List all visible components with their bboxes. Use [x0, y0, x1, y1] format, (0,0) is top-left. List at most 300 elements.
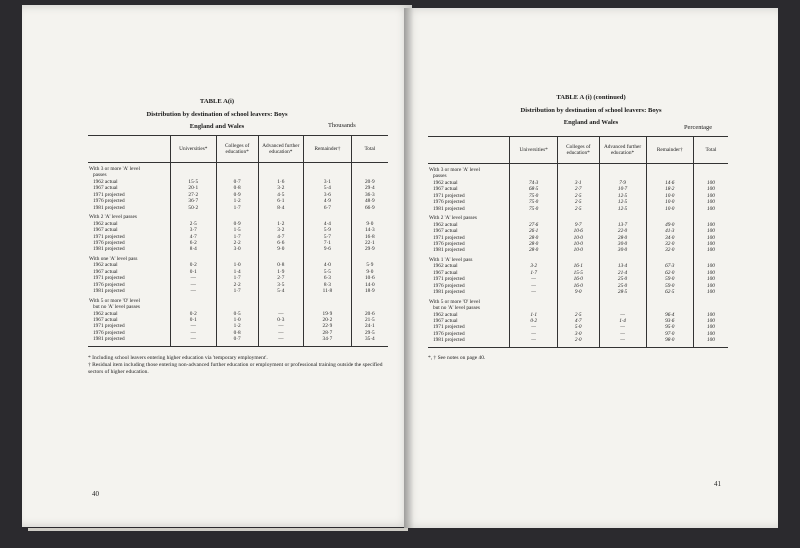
column-header: Advanced further education* — [599, 137, 646, 164]
table-cell-value: 10·6 — [573, 228, 583, 235]
table-cell-value: 3·5 — [277, 281, 285, 288]
value-cell — [599, 296, 646, 348]
table-cell-value: 21·5 — [364, 316, 375, 323]
table-cell-value: 75·0 — [529, 192, 539, 199]
table-cell-value: 6·2 — [189, 239, 197, 246]
group-label-cell — [428, 254, 510, 296]
table-cell-value: 0·3 — [277, 316, 285, 323]
right-table-units: Percentage — [684, 124, 713, 131]
footnote: *, † See notes on page 40. — [428, 355, 486, 361]
row-label: 1967 actual — [433, 186, 458, 193]
table-cell-value: 0·7 — [233, 178, 241, 185]
table-cell-value: 28·0 — [529, 247, 539, 254]
table-cell-value: 9·6 — [323, 246, 331, 253]
table-cell-value: 95·0 — [665, 324, 675, 331]
right-page — [404, 8, 778, 528]
table-cell-value: 2·5 — [574, 199, 582, 206]
table-cell-value: — — [531, 282, 537, 289]
table-row-group — [88, 211, 388, 253]
table-cell-value: 8·3 — [323, 281, 331, 288]
row-label: 1981 projected — [433, 205, 465, 212]
group-label-cell — [88, 163, 170, 212]
row-label: 1967 actual — [433, 228, 458, 235]
table-cell-value: 20·6 — [364, 310, 375, 317]
table-cell-value: 25·0 — [617, 276, 628, 283]
page-stack-edge — [28, 528, 408, 531]
column-header: Remainder† — [304, 136, 352, 163]
table-cell-value: 48·9 — [364, 198, 375, 205]
right-table-title-block — [404, 94, 778, 128]
table-cell-value: 0·2 — [530, 317, 537, 324]
row-label: 1981 projected — [93, 288, 125, 295]
left-page-number: 40 — [92, 490, 99, 498]
value-cell — [304, 295, 352, 347]
table-cell-value: 7·9 — [619, 179, 626, 186]
table-cell-value: 93·6 — [665, 317, 675, 324]
table-cell-value: 0·2 — [189, 262, 197, 269]
table-cell-value: — — [190, 336, 196, 343]
row-label: 1981 projected — [433, 289, 465, 296]
table-row-group — [428, 212, 728, 254]
table-cell-value: 1·0 — [233, 262, 241, 269]
value-cell — [510, 164, 558, 213]
row-label: 1967 actual — [93, 316, 118, 323]
value-cell — [351, 211, 388, 253]
table-cell-value: 5·0 — [574, 324, 582, 331]
table-cell-value: 2·7 — [277, 275, 285, 282]
table-cell-value: 16·8 — [364, 233, 375, 240]
table-cell-value: — — [620, 324, 625, 331]
left-footnotes — [88, 355, 394, 376]
table-cell-value: 28·0 — [617, 234, 628, 241]
table-cell-value: 1·7 — [233, 275, 241, 282]
row-label: 1976 projected — [93, 281, 125, 288]
column-header: Universities* — [510, 137, 558, 164]
table-cell-value: 10·0 — [665, 199, 675, 206]
value-cell — [351, 163, 388, 212]
table-cell-value: 59·0 — [665, 276, 675, 283]
table-cell-value: 9·0 — [574, 289, 582, 296]
table-cell-value: 27·6 — [529, 221, 539, 228]
table-cell-value: 2·5 — [574, 311, 582, 318]
table-cell-value: 0·8 — [233, 185, 241, 192]
table-cell-value: 10·6 — [364, 275, 375, 282]
table-cell-value: 16·0 — [573, 282, 583, 289]
value-cell — [216, 211, 258, 253]
table-cell-value: — — [190, 329, 196, 336]
table-cell-value: 32·0 — [665, 240, 675, 247]
table-cell-value: 1·7 — [233, 288, 241, 295]
value-cell — [510, 296, 558, 348]
table-cell-value: 49·0 — [665, 221, 675, 228]
table-cell-value: 62·5 — [665, 289, 675, 296]
table-cell-value: 5·9 — [366, 262, 374, 269]
table-cell-value: 26·1 — [529, 228, 539, 235]
table-cell-value: 12·5 — [617, 192, 628, 199]
row-label: 1962 actual — [433, 311, 458, 318]
left-data-table — [88, 135, 388, 347]
value-cell — [557, 296, 599, 348]
table-cell-value: 67·3 — [665, 263, 675, 270]
table-cell-value: 2·2 — [233, 281, 241, 288]
row-label: 1976 projected — [433, 330, 465, 337]
value-cell — [557, 164, 599, 213]
group-heading: With 2 'A' level passes — [89, 214, 137, 221]
row-label: 1971 projected — [93, 191, 125, 198]
value-cell — [258, 211, 304, 253]
footnote: † Residual item including those entering non-advanced further education or employment or professional training outside the specified sectors of higher education. — [88, 362, 383, 376]
table-cell-value: 8·4 — [189, 246, 197, 253]
table-cell-value: 5·5 — [323, 268, 331, 275]
row-label: 1967 actual — [93, 227, 118, 234]
table-cell-value: 0·1 — [189, 268, 197, 275]
value-cell — [646, 296, 693, 348]
table-cell-value: 9·0 — [366, 220, 374, 227]
table-cell-value: 5·4 — [323, 185, 331, 192]
table-cell-value: 3·6 — [323, 191, 331, 198]
table-cell-value: 4·5 — [277, 191, 285, 198]
group-heading: With 1 'A' level pass — [429, 256, 473, 263]
table-cell-value: 4·7 — [189, 233, 197, 240]
left-table-region: England and Wales — [189, 122, 245, 130]
table-cell-value: 29·5 — [364, 329, 375, 336]
group-label-cell — [88, 295, 170, 347]
table-cell-value: — — [620, 337, 625, 344]
column-header: Total — [693, 137, 728, 164]
value-cell — [304, 253, 352, 295]
table-cell-value: 4·9 — [323, 198, 331, 205]
table-cell-value: 1·4 — [233, 268, 241, 275]
value-cell — [170, 163, 216, 212]
table-cell-value: — — [531, 324, 537, 331]
table-cell-value: 68·5 — [529, 186, 539, 193]
value-cell — [646, 254, 693, 296]
table-cell-value: 1·7 — [530, 269, 537, 276]
column-header: Advanced further education* — [258, 136, 304, 163]
row-label: 1962 actual — [93, 178, 118, 185]
table-cell-value: 3·2 — [277, 185, 285, 192]
value-cell — [351, 295, 388, 347]
column-header: Colleges of education* — [557, 137, 599, 164]
table-cell-value: 6·3 — [323, 275, 331, 282]
table-cell-value: 0·1 — [189, 316, 197, 323]
table-cell-value: 0·5 — [233, 310, 241, 317]
table-cell-value: 9·7 — [574, 221, 582, 228]
table-cell-value: 1·7 — [233, 204, 241, 211]
table-cell-value: 100 — [706, 192, 715, 199]
table-cell-value: 25·0 — [617, 282, 628, 289]
table-cell-value: 100 — [706, 221, 715, 228]
table-cell-value: 20·2 — [322, 316, 333, 323]
right-table-subtitle: Distribution by destination of school leavers: Boys — [520, 106, 662, 114]
right-data-table — [428, 136, 728, 348]
value-cell — [304, 211, 352, 253]
table-cell-value: 41·3 — [665, 228, 675, 235]
table-cell-value: — — [620, 330, 625, 337]
table-cell-value: 16·1 — [573, 263, 583, 270]
table-cell-value: 98·0 — [665, 337, 675, 344]
value-cell — [693, 212, 728, 254]
table-cell-value: — — [278, 323, 284, 330]
value-cell — [510, 254, 558, 296]
row-label: 1976 projected — [93, 239, 125, 246]
table-cell-value: 28·5 — [617, 289, 628, 296]
table-cell-value: 12·5 — [617, 199, 628, 206]
table-cell-value: 18·9 — [364, 288, 375, 295]
table-cell-value: 2·2 — [233, 239, 241, 246]
group-label-cell — [88, 211, 170, 253]
table-cell-value: 24·1 — [364, 323, 375, 330]
right-table-region: England and Wales — [563, 118, 619, 126]
row-label: 1981 projected — [93, 204, 125, 211]
value-cell — [557, 254, 599, 296]
table-cell-value: 30·0 — [617, 240, 628, 247]
table-cell-value: 74·3 — [529, 179, 539, 186]
table-cell-value: 2·5 — [574, 205, 582, 212]
table-cell-value: 100 — [706, 205, 715, 212]
value-cell — [170, 295, 216, 347]
value-cell — [510, 212, 558, 254]
group-heading: With one 'A' level pass — [89, 255, 138, 262]
table-cell-value: — — [531, 289, 537, 296]
table-cell-value: 9·0 — [277, 246, 285, 253]
table-cell-value: 3·2 — [530, 263, 537, 270]
table-cell-value: 66·9 — [364, 204, 375, 211]
row-label: 1962 actual — [93, 262, 118, 269]
column-header: Colleges of education* — [216, 136, 258, 163]
row-label: 1962 actual — [433, 221, 458, 228]
table-cell-value: 2·7 — [574, 186, 582, 193]
row-label: 1967 actual — [433, 317, 458, 324]
value-cell — [216, 163, 258, 212]
table-cell-value: 10·0 — [573, 240, 583, 247]
table-cell-value: 100 — [706, 234, 715, 241]
column-header: Total — [351, 136, 388, 163]
table-cell-value: 8·4 — [277, 204, 285, 211]
table-cell-value: 16·0 — [573, 276, 583, 283]
table-cell-value: 100 — [706, 240, 715, 247]
book-gutter — [404, 8, 414, 528]
value-cell — [693, 254, 728, 296]
table-cell-value: 34·0 — [665, 234, 675, 241]
value-cell — [170, 253, 216, 295]
table-cell-value: 1·9 — [277, 268, 285, 275]
table-cell-value: 28·0 — [529, 240, 539, 247]
table-cell-value: 30·0 — [617, 247, 628, 254]
table-cell-value: 12·5 — [617, 205, 628, 212]
row-label: 1976 projected — [93, 329, 125, 336]
table-cell-value: 5·7 — [323, 233, 331, 240]
table-cell-value: 0·2 — [189, 310, 197, 317]
table-cell-value: 28·7 — [322, 329, 333, 336]
table-cell-value: 6·7 — [323, 204, 331, 211]
table-cell-value: 15·5 — [573, 269, 583, 276]
row-label: 1962 actual — [433, 179, 458, 186]
group-label-cell — [428, 296, 510, 348]
row-label: 1967 actual — [93, 268, 118, 275]
table-cell-value: — — [190, 288, 196, 295]
table-cell-value: 100 — [706, 276, 715, 283]
group-heading: passes — [433, 173, 447, 180]
table-cell-value: 100 — [706, 311, 715, 318]
table-cell-value: 100 — [706, 199, 715, 206]
table-cell-value: — — [531, 337, 537, 344]
group-label-cell — [428, 212, 510, 254]
table-cell-value: 0·8 — [233, 329, 241, 336]
table-cell-value: 1·7 — [233, 233, 241, 240]
row-label: 1962 actual — [93, 310, 118, 317]
table-cell-value: 14·0 — [364, 281, 375, 288]
group-heading: but no 'A' level passes — [433, 305, 480, 312]
table-cell-value: 13·7 — [617, 221, 628, 228]
row-label: 1971 projected — [433, 234, 465, 241]
table-cell-value: 4·4 — [323, 220, 331, 227]
row-label: 1971 projected — [433, 324, 465, 331]
column-header: Universities* — [170, 136, 216, 163]
table-cell-value: 50·2 — [188, 204, 199, 211]
table-cell-value: 20·9 — [364, 178, 375, 185]
value-cell — [351, 253, 388, 295]
right-footnotes — [428, 355, 728, 362]
value-cell — [304, 163, 352, 212]
table-cell-value: 100 — [706, 179, 715, 186]
table-cell-value: 10·0 — [665, 205, 675, 212]
table-cell-value: 13·4 — [617, 263, 628, 270]
table-cell-value: 0·9 — [233, 191, 241, 198]
row-label: 1971 projected — [433, 192, 465, 199]
table-cell-value: 22·9 — [322, 323, 333, 330]
row-header-corner — [88, 136, 170, 163]
row-label: 1976 projected — [433, 199, 465, 206]
table-cell-value: 21·4 — [617, 269, 628, 276]
table-row-group — [88, 295, 388, 347]
table-cell-value: 75·0 — [529, 199, 539, 206]
row-label: 1971 projected — [93, 323, 125, 330]
value-cell — [258, 295, 304, 347]
value-cell — [216, 295, 258, 347]
table-cell-value: 10·0 — [573, 247, 583, 254]
value-cell — [557, 212, 599, 254]
table-cell-value: — — [278, 329, 284, 336]
table-cell-value: 28·0 — [529, 234, 539, 241]
table-cell-value: 100 — [706, 317, 715, 324]
right-page-number: 41 — [714, 480, 721, 488]
row-label: 1962 actual — [433, 263, 458, 270]
row-label: 1962 actual — [93, 220, 118, 227]
table-cell-value: 75·0 — [529, 205, 539, 212]
table-cell-value: 100 — [706, 330, 715, 337]
group-heading: but no 'A' level passes — [93, 304, 140, 311]
table-row-group — [88, 163, 388, 212]
table-cell-value: — — [190, 275, 196, 282]
table-cell-value: 100 — [706, 337, 715, 344]
value-cell — [646, 212, 693, 254]
table-cell-value: 100 — [706, 228, 715, 235]
value-cell — [693, 296, 728, 348]
group-heading: With 5 or more 'O' level — [89, 297, 140, 304]
value-cell — [693, 164, 728, 213]
table-cell-value: 18·2 — [665, 186, 675, 193]
right-table-title: TABLE A (i) (continued) — [556, 94, 626, 101]
table-cell-value: 29·4 — [364, 185, 375, 192]
value-cell — [170, 211, 216, 253]
table-cell-value: 3·1 — [323, 178, 331, 185]
left-table-subtitle: Distribution by destination of school leavers: Boys — [146, 110, 288, 118]
table-cell-value: 3·0 — [233, 246, 241, 253]
table-cell-value: 1·1 — [530, 311, 537, 318]
value-cell — [599, 212, 646, 254]
row-label: 1981 projected — [433, 247, 465, 254]
table-row-group — [428, 164, 728, 213]
table-row-group — [88, 253, 388, 295]
table-cell-value: 1·2 — [277, 220, 285, 227]
table-cell-value: 14·6 — [665, 179, 675, 186]
group-label-cell — [428, 164, 510, 213]
table-cell-value: 27·2 — [188, 191, 199, 198]
table-cell-value: 1·0 — [233, 316, 241, 323]
table-cell-value: 4·0 — [323, 262, 331, 269]
table-cell-value: 100 — [706, 269, 715, 276]
row-label: 1976 projected — [93, 198, 125, 205]
table-cell-value: — — [620, 311, 625, 318]
group-heading: With 5 or more 'O' level — [429, 298, 480, 305]
left-page — [22, 5, 412, 527]
row-label: 1981 projected — [93, 336, 125, 343]
table-cell-value: 3·0 — [574, 330, 582, 337]
table-cell-value: 2·0 — [574, 337, 582, 344]
row-label: 1967 actual — [93, 185, 118, 192]
table-cell-value: 36·7 — [188, 198, 199, 205]
row-label: 1971 projected — [93, 275, 125, 282]
column-header: Remainder† — [646, 137, 693, 164]
table-cell-value: 6·1 — [277, 198, 285, 205]
table-cell-value: 22·1 — [364, 239, 375, 246]
table-cell-value: 3·2 — [277, 227, 285, 234]
table-cell-value: 10·7 — [617, 186, 628, 193]
table-cell-value: 32·0 — [665, 247, 675, 254]
table-cell-value: 10·0 — [573, 234, 583, 241]
table-cell-value: 3·7 — [189, 227, 197, 234]
table-cell-value: 22·0 — [617, 228, 628, 235]
table-cell-value: 14·3 — [364, 227, 375, 234]
table-cell-value: — — [190, 323, 196, 330]
table-cell-value: 97·0 — [665, 330, 675, 337]
table-cell-value: 100 — [706, 324, 715, 331]
table-cell-value: 2·5 — [189, 220, 197, 227]
table-cell-value: 100 — [706, 247, 715, 254]
row-label: 1976 projected — [433, 240, 465, 247]
table-cell-value: 34·7 — [322, 336, 333, 343]
table-cell-value: 19·9 — [322, 310, 333, 317]
table-cell-value: 1·4 — [619, 317, 626, 324]
left-table-units: Thousands — [328, 122, 356, 129]
table-cell-value: 3·1 — [574, 179, 582, 186]
table-cell-value: 9·0 — [366, 268, 374, 275]
table-cell-value: 0·8 — [277, 262, 285, 269]
group-label-cell — [88, 253, 170, 295]
table-cell-value: 62·0 — [665, 269, 675, 276]
group-heading: With 3 or more 'A' level — [429, 167, 480, 173]
row-label: 1976 projected — [433, 282, 465, 289]
table-cell-value: 2·5 — [574, 192, 582, 199]
table-cell-value: 100 — [706, 186, 715, 193]
table-row-group — [428, 296, 728, 348]
table-cell-value: 5·4 — [277, 288, 285, 295]
table-cell-value: 6·6 — [277, 239, 285, 246]
table-cell-value: — — [531, 276, 537, 283]
table-cell-value: 4·7 — [277, 233, 285, 240]
row-label: 1971 projected — [93, 233, 125, 240]
